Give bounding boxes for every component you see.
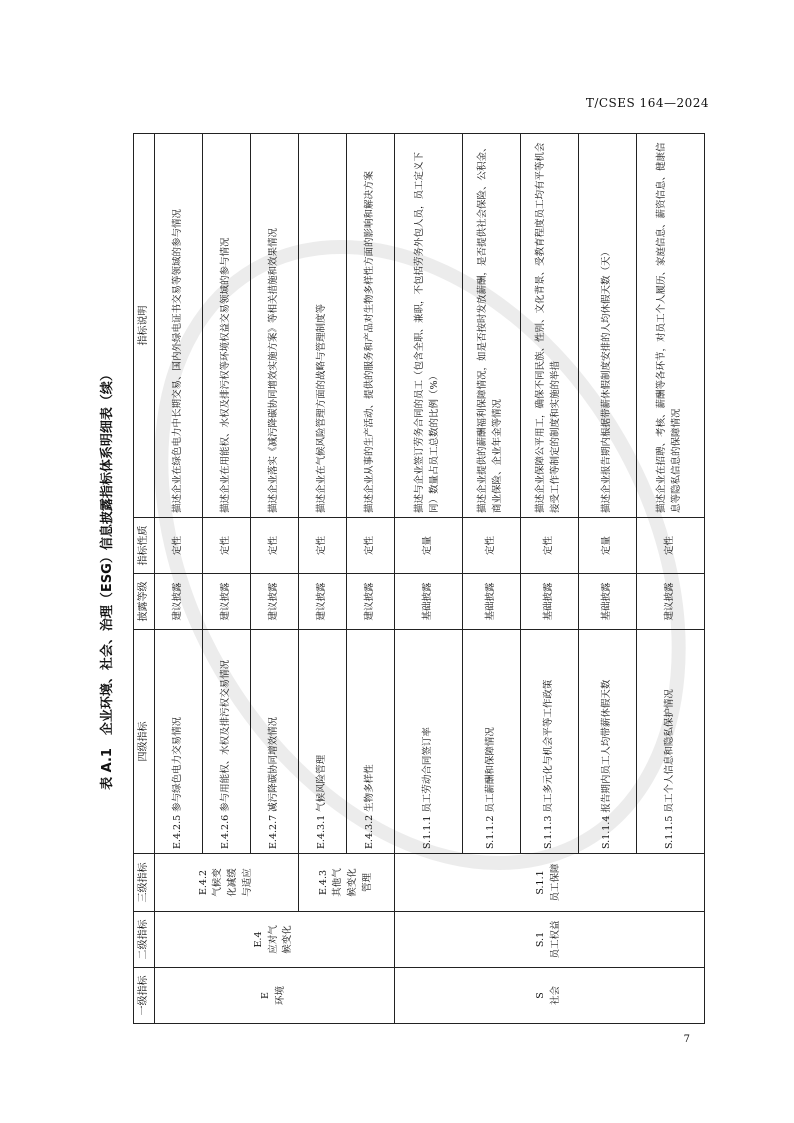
disclosure-level-cell: 基础披露 <box>394 574 462 630</box>
soc-level1-cell: S 社会 <box>394 968 704 1024</box>
description-cell: 描述企业在气候风险管理方面的战略与管理制度等 <box>298 134 346 518</box>
env-level1-cell: E 环境 <box>154 968 394 1024</box>
level4-cell: S.1.1.2 员工薪酬和保障情况 <box>462 630 520 854</box>
description-cell: 描述企业在用能权、水权及排污权等环境权益交易领域的参与情况 <box>202 134 250 518</box>
env-level3a-cell: E.4.2 气候变 化减缓 与适应 <box>154 854 298 912</box>
nature-cell: 定性 <box>154 518 202 574</box>
disclosure-level-cell: 建议披露 <box>250 574 298 630</box>
description-cell: 描述企业落实《减污降碳协同增效实施方案》等相关措施和效果情况 <box>250 134 298 518</box>
disclosure-level-cell: 基础披露 <box>462 574 520 630</box>
col-header-level1: 一级指标 <box>134 968 155 1024</box>
soc-level2-cell: S.1 员工权益 <box>394 912 704 968</box>
table-caption: 表 A.1 企业环境、社会、治理（ESG）信息披露指标体系明细表（续） <box>100 368 115 790</box>
disclosure-level-cell: 建议披露 <box>154 574 202 630</box>
disclosure-level-cell: 建议披露 <box>636 574 704 630</box>
nature-cell: 定量 <box>394 518 462 574</box>
description-cell: 描述企业报告期内根据带薪休假制度安排的人均休假天数（天） <box>578 134 636 518</box>
col-header-description: 指标说明 <box>134 134 155 518</box>
col-header-disclosure-level: 披露等级 <box>134 574 155 630</box>
level4-cell: S.1.1.4 报告期内员工人均带薪休假天数 <box>578 630 636 854</box>
disclosure-level-cell: 建议披露 <box>298 574 346 630</box>
description-cell: 描述企业在招聘、考核、薪酬等各环节，对员工个人履历、家庭信息、薪资信息、健康信息等隐私信息的保障情况 <box>636 134 704 518</box>
disclosure-level-cell: 基础披露 <box>578 574 636 630</box>
description-cell: 描述企业提供的薪酬福利保障情况，如是否按时发放薪酬，是否提供社会保险、公积金、商业保险、企业年金等情况 <box>462 134 520 518</box>
nature-cell: 定性 <box>462 518 520 574</box>
level4-cell: S.1.1.3 员工多元化与机会平等工作政策 <box>520 630 578 854</box>
disclosure-level-cell: 建议披露 <box>202 574 250 630</box>
level4-cell: E.4.2.6 参与用能权、水权及排污权交易情况 <box>202 630 250 854</box>
description-cell: 描述企业保障公平用工，确保不同民族、性别、文化背景、受教育程度员工均有平等机会接受工作等制定的制度和实施的举措 <box>520 134 578 518</box>
col-header-level3: 三级指标 <box>134 854 155 912</box>
disclosure-level-cell: 基础披露 <box>520 574 578 630</box>
nature-cell: 定性 <box>636 518 704 574</box>
level4-cell: S.1.1.5 员工个人信息和隐私保护情况 <box>636 630 704 854</box>
disclosure-level-cell: 建议披露 <box>346 574 394 630</box>
indicator-table <box>133 133 705 1024</box>
level4-cell: E.4.3.1 气候风险管理 <box>298 630 346 854</box>
env-level3b-cell: E.4.3 其他气 候变化 管理 <box>298 854 394 912</box>
col-header-level2: 二级指标 <box>134 912 155 968</box>
table-row <box>154 134 202 1024</box>
table-row <box>298 134 346 1024</box>
table-row <box>394 134 462 1024</box>
level4-cell: E.4.2.7 减污降碳协同增效情况 <box>250 630 298 854</box>
col-header-level4: 四级指标 <box>134 630 155 854</box>
page-number: 7 <box>683 1034 690 1045</box>
description-cell: 描述企业从事的生产活动、提供的服务和产品对生物多样性方面的影响和解决方案 <box>346 134 394 518</box>
nature-cell: 定性 <box>298 518 346 574</box>
description-cell: 描述与企业签订劳务合同的员工（包含全职、兼职，不包括劳务外包人员，员工定义下同）数量占员工总数的比例（%） <box>394 134 462 518</box>
nature-cell: 定性 <box>520 518 578 574</box>
nature-cell: 定性 <box>202 518 250 574</box>
level4-cell: E.4.2.5 参与绿色电力交易情况 <box>154 630 202 854</box>
col-header-nature: 指标性质 <box>134 518 155 574</box>
description-cell: 描述企业在绿色电力中长期交易、国内外绿电证书交易等领域的参与情况 <box>154 134 202 518</box>
rotated-table-area <box>96 124 716 1024</box>
document-code: T/CSES 164—2024 <box>585 96 709 110</box>
env-level2-cell: E.4 应对气 候变化 <box>154 912 394 968</box>
soc-level3-cell: S.1.1 员工保障 <box>394 854 704 912</box>
table-header-row <box>134 134 155 1024</box>
level4-cell: E.4.3.2 生物多样性 <box>346 630 394 854</box>
nature-cell: 定量 <box>578 518 636 574</box>
nature-cell: 定性 <box>250 518 298 574</box>
nature-cell: 定性 <box>346 518 394 574</box>
level4-cell: S.1.1.1 员工劳动合同签订率 <box>394 630 462 854</box>
